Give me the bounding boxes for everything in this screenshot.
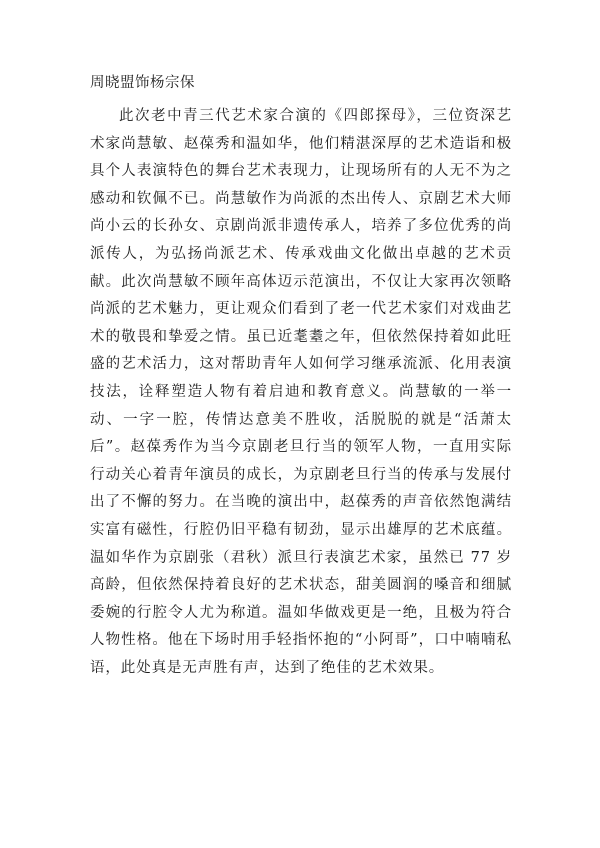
caption-heading: 周晓盟饰杨宗保 [90,75,195,91]
article-paragraph: 此次老中青三代艺术家合演的《四郎探母》，三位资深艺术家尚慧敏、赵葆秀和温如华，他们精湛深厚的艺术造诣和极具个人表演特色的舞台艺术表现力，让现场所有的人无不为之感动和钦佩不已。尚慧敏作为尚派的杰出传人、京剧艺术大师尚小云的长孙女、京剧尚派非遗传承人，培养了多位优秀的尚派传人，为弘扬尚派艺术、传承戏曲文化做出卓越的艺术贡献。此次尚慧敏不顾年高体迈示范演出，不仅让大家再次领略尚派的艺术魅力，更让观众们看到了老一代艺术家们对戏曲艺术的敬畏和挚爱之情。虽已近耄耋之年，但依然保持着如此旺盛的艺术活力，这对帮助青年人如何学习继承流派、化用表演技法，诠释塑造人物有着启迪和教育意义。尚慧敏的一举一动、一字一腔，传情达意美不胜收，活脱脱的就是“活萧太后”。赵葆秀作为当今京剧老旦行当的领军人物，一直用实际行动关心着青年演员的成长，为京剧老旦行当的传承与发展付出了不懈的努力。在当晚的演出中，赵葆秀的声音依然饱满结实富有磁性，行腔仍旧平稳有韧劲，显示出雄厚的艺术底蕴。温如华作为京剧张（君秋）派旦行表演艺术家，虽然已 77 岁高龄，但依然保持着良好的艺术状态，甜美圆润的嗓音和细腻委婉的行腔令人尤为称道。温如华做戏更是一绝，且极为符合人物性格。他在下场时用手轻指怀抱的“小阿哥”，口中喃喃私语，此处真是无声胜有声，达到了绝佳的艺术效果。 [90,108,512,676]
